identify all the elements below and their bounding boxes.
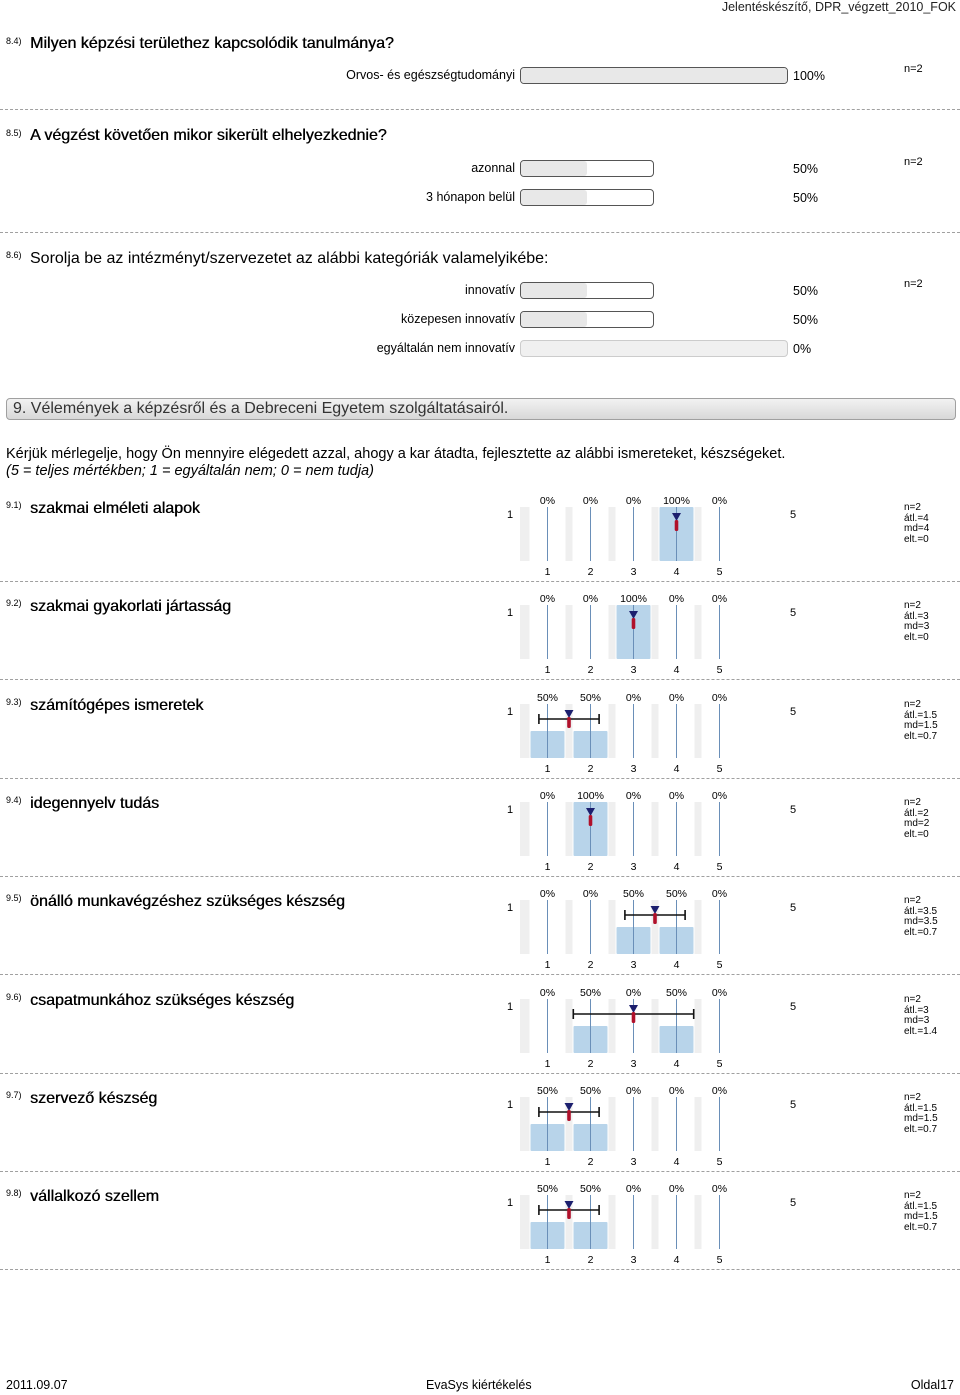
- option-bar-fill: [521, 68, 787, 83]
- median-marker: [653, 913, 657, 924]
- percent-label: 0%: [539, 790, 556, 802]
- percent-label: 50%: [579, 1183, 602, 1195]
- percent-label: 0%: [668, 593, 685, 605]
- option-bar-fill: [521, 312, 587, 327]
- question-text: vállalkozó szellem: [30, 1188, 159, 1205]
- question-text: Milyen képzési területhez kapcsolódik tanulmánya?: [30, 35, 394, 52]
- question-text: csapatmunkához szükséges készség: [30, 992, 295, 1009]
- scale-tick-label: 4: [673, 566, 680, 578]
- scale-tick-label: 2: [587, 1254, 594, 1266]
- scale-tick-label: 4: [673, 664, 680, 676]
- scale-tick-label: 1: [544, 664, 551, 676]
- scale-tick-label: 1: [544, 763, 551, 775]
- median-marker: [632, 1012, 636, 1023]
- separator: [0, 1073, 960, 1074]
- scale-tick-label: 1: [544, 1058, 551, 1070]
- percent-label: 0%: [539, 593, 556, 605]
- separator: [0, 109, 960, 110]
- question-number: 9.7): [6, 1090, 22, 1100]
- rating-chart: [520, 790, 760, 875]
- scale-right-label: 5: [790, 706, 797, 718]
- stats-box: [904, 896, 938, 938]
- stat-line: n=2: [904, 797, 921, 808]
- scale-left-label: 1: [507, 607, 514, 619]
- rating-chart: [520, 495, 760, 580]
- percent-label: 0%: [582, 593, 599, 605]
- scale-tick-label: 5: [716, 763, 723, 775]
- scale-tick-label: 5: [716, 1156, 723, 1168]
- scale-left-label: 1: [507, 902, 514, 914]
- question-text: szervező készség: [30, 1090, 158, 1107]
- median-marker: [632, 618, 636, 629]
- stat-line: md=3.5: [904, 916, 938, 927]
- stat-line: md=2: [904, 818, 930, 829]
- scale-tick-label: 2: [587, 763, 594, 775]
- stat-line: átl.=1.5: [904, 1200, 938, 1212]
- percent-label: 0%: [582, 888, 599, 900]
- percent-label: 50%: [622, 888, 645, 900]
- stat-line: n=2: [904, 895, 921, 906]
- scale-tick-label: 4: [673, 861, 680, 873]
- percent-label: 0%: [711, 495, 728, 507]
- percent-label: 0%: [625, 1183, 642, 1195]
- question-number: 9.4): [6, 795, 22, 805]
- stat-line: md=1.5: [904, 1113, 938, 1124]
- separator: [0, 1269, 960, 1270]
- stat-line: átl.=1.5: [904, 709, 938, 721]
- stats-box: [904, 700, 938, 742]
- stat-line: md=3: [904, 1015, 930, 1026]
- footer-date: 2011.09.07: [6, 1378, 68, 1392]
- question-number: 9.3): [6, 697, 22, 707]
- question-number: 8.5): [6, 128, 22, 138]
- percent-label: 50%: [665, 888, 688, 900]
- option-percent: 100%: [793, 69, 825, 83]
- scale-left-label: 1: [507, 706, 514, 718]
- percent-label: 0%: [668, 692, 685, 704]
- separator: [0, 679, 960, 680]
- question-text: A végzést követően mikor sikerült elhelyezkednie?: [30, 127, 387, 144]
- scale-tick-label: 2: [587, 664, 594, 676]
- percent-label: 0%: [625, 692, 642, 704]
- report-header-title: Jelentéskészítő, DPR_végzett_2010_FOK: [721, 0, 956, 14]
- percent-label: 0%: [711, 1085, 728, 1097]
- scale-left-label: 1: [507, 1099, 514, 1111]
- stat-line: elt.=0: [904, 631, 929, 643]
- stat-line: átl.=3.5: [904, 905, 938, 917]
- option-bar: [520, 340, 788, 357]
- separator: [0, 581, 960, 582]
- median-marker: [567, 1208, 571, 1219]
- stat-line: elt.=0.7: [904, 1123, 938, 1135]
- question-text: számítógépes ismeretek: [30, 697, 204, 714]
- scale-tick-label: 5: [716, 1254, 723, 1266]
- rating-chart: [520, 1085, 760, 1170]
- stat-line: átl.=3: [904, 1004, 929, 1016]
- stat-line: md=3: [904, 621, 930, 632]
- scale-tick-label: 1: [544, 1156, 551, 1168]
- rating-chart: [520, 692, 760, 777]
- rating-chart: [520, 593, 760, 678]
- scale-tick-label: 4: [673, 1156, 680, 1168]
- option-label: 3 hónapon belül: [426, 190, 515, 204]
- percent-label: 50%: [579, 987, 602, 999]
- stat-line: md=4: [904, 523, 930, 534]
- stat-line: átl.=3: [904, 610, 929, 622]
- scale-tick-label: 1: [544, 1254, 551, 1266]
- percent-label: 0%: [539, 987, 556, 999]
- stat-line: elt.=0.7: [904, 1221, 938, 1233]
- intro-scale-note: (5 = teljes mértékben; 1 = egyáltalán nem; 0 = nem tudja): [6, 463, 374, 479]
- n-count: n=2: [904, 63, 923, 75]
- option-bar: [520, 189, 654, 206]
- question-number: 9.8): [6, 1188, 22, 1198]
- scale-left-label: 1: [507, 1001, 514, 1013]
- scale-tick-label: 4: [673, 1058, 680, 1070]
- percent-label: 0%: [625, 495, 642, 507]
- scale-tick-label: 3: [630, 1058, 637, 1070]
- footer-center: EvaSys kiértékelés: [426, 1378, 532, 1392]
- n-count: n=2: [904, 156, 923, 168]
- stats-box: [904, 601, 929, 643]
- percent-label: 100%: [577, 790, 604, 802]
- percent-label: 0%: [539, 495, 556, 507]
- percent-label: 0%: [711, 987, 728, 999]
- rating-chart: [520, 888, 760, 973]
- stats-box: [904, 798, 929, 840]
- stats-box: [904, 1191, 938, 1233]
- percent-label: 0%: [668, 1085, 685, 1097]
- scale-tick-label: 3: [630, 1254, 637, 1266]
- scale-tick-label: 1: [544, 959, 551, 971]
- percent-label: 0%: [711, 790, 728, 802]
- stat-line: n=2: [904, 994, 921, 1005]
- percent-label: 0%: [711, 593, 728, 605]
- percent-label: 50%: [536, 692, 559, 704]
- scale-tick-label: 5: [716, 959, 723, 971]
- scale-tick-label: 3: [630, 763, 637, 775]
- stat-line: elt.=0: [904, 828, 929, 840]
- percent-label: 0%: [668, 790, 685, 802]
- scale-right-label: 5: [790, 509, 797, 521]
- median-marker: [589, 815, 593, 826]
- stat-line: elt.=1.4: [904, 1025, 938, 1037]
- scale-left-label: 1: [507, 804, 514, 816]
- percent-label: 50%: [536, 1085, 559, 1097]
- scale-right-label: 5: [790, 607, 797, 619]
- percent-label: 100%: [663, 495, 690, 507]
- option-label: azonnal: [471, 161, 515, 175]
- scale-tick-label: 3: [630, 566, 637, 578]
- separator: [0, 778, 960, 779]
- scale-right-label: 5: [790, 804, 797, 816]
- question-text: Sorolja be az intézményt/szervezetet az alábbi kategóriák valamelyikébe:: [30, 250, 549, 267]
- option-bar-fill: [521, 190, 587, 205]
- percent-label: 0%: [668, 1183, 685, 1195]
- scale-tick-label: 4: [673, 959, 680, 971]
- scale-tick-label: 1: [544, 566, 551, 578]
- scale-left-label: 1: [507, 509, 514, 521]
- scale-left-label: 1: [507, 1197, 514, 1209]
- separator: [0, 876, 960, 877]
- scale-tick-label: 5: [716, 1058, 723, 1070]
- scale-right-label: 5: [790, 1197, 797, 1209]
- question-number: 9.2): [6, 598, 22, 608]
- stat-line: n=2: [904, 1190, 921, 1201]
- option-label: Orvos- és egészségtudományi: [346, 68, 515, 82]
- option-bar: [520, 67, 788, 84]
- stat-line: elt.=0.7: [904, 926, 938, 938]
- percent-label: 0%: [711, 692, 728, 704]
- scale-tick-label: 2: [587, 959, 594, 971]
- footer-page: Oldal17: [910, 1378, 954, 1392]
- median-marker: [675, 520, 679, 531]
- stat-line: md=1.5: [904, 1211, 938, 1222]
- separator: [0, 974, 960, 975]
- stats-box: [904, 995, 937, 1037]
- question-text: szakmai elméleti alapok: [30, 500, 200, 517]
- question-number: 8.6): [6, 250, 22, 260]
- rating-chart: [520, 1183, 760, 1268]
- percent-label: 0%: [625, 987, 642, 999]
- option-label: közepesen innovatív: [401, 312, 515, 326]
- question-number: 9.5): [6, 893, 22, 903]
- question-number: 9.6): [6, 992, 22, 1002]
- percent-label: 0%: [625, 790, 642, 802]
- question-text: önálló munkavégzéshez szükséges készség: [30, 893, 345, 910]
- scale-tick-label: 3: [630, 959, 637, 971]
- scale-tick-label: 3: [630, 664, 637, 676]
- option-bar-fill: [521, 161, 587, 176]
- scale-tick-label: 3: [630, 861, 637, 873]
- rating-chart: [520, 987, 760, 1072]
- scale-tick-label: 1: [544, 861, 551, 873]
- scale-tick-label: 2: [587, 1156, 594, 1168]
- stats-box: [904, 503, 929, 545]
- question-number: 9.1): [6, 500, 22, 510]
- stat-line: átl.=4: [904, 512, 929, 524]
- option-bar: [520, 282, 654, 299]
- percent-label: 50%: [665, 987, 688, 999]
- percent-label: 0%: [711, 1183, 728, 1195]
- stat-line: n=2: [904, 699, 921, 710]
- scale-tick-label: 4: [673, 763, 680, 775]
- percent-label: 50%: [579, 1085, 602, 1097]
- median-marker: [567, 1110, 571, 1121]
- question-text: szakmai gyakorlati jártasság: [30, 598, 231, 615]
- scale-tick-label: 5: [716, 861, 723, 873]
- stat-line: elt.=0: [904, 533, 929, 545]
- option-percent: 50%: [793, 284, 819, 298]
- median-marker: [567, 717, 571, 728]
- option-percent: 0%: [793, 342, 812, 356]
- percent-label: 0%: [539, 888, 556, 900]
- scale-tick-label: 3: [630, 1156, 637, 1168]
- percent-label: 50%: [579, 692, 602, 704]
- percent-label: 50%: [536, 1183, 559, 1195]
- option-percent: 50%: [793, 191, 819, 205]
- section-heading: 9. Vélemények a képzésről és a Debreceni Egyetem szolgáltatásairól.: [6, 398, 956, 420]
- percent-label: 0%: [582, 495, 599, 507]
- percent-label: 100%: [620, 593, 647, 605]
- option-percent: 50%: [793, 313, 819, 327]
- stat-line: elt.=0.7: [904, 730, 938, 742]
- question-text: idegennyelv tudás: [30, 795, 159, 812]
- percent-label: 0%: [711, 888, 728, 900]
- intro-question: Kérjük mérlegelje, hogy Ön mennyire elégedett azzal, ahogy a kar átadta, fejlesztette az alábbi ismereteket, készségeket.: [6, 446, 786, 462]
- option-bar-fill: [521, 283, 587, 298]
- stat-line: n=2: [904, 600, 921, 611]
- option-bar: [520, 311, 654, 328]
- scale-right-label: 5: [790, 1099, 797, 1111]
- stat-line: n=2: [904, 502, 921, 513]
- option-bar: [520, 160, 654, 177]
- question-number: 8.4): [6, 36, 22, 46]
- scale-tick-label: 2: [587, 861, 594, 873]
- separator: [0, 1171, 960, 1172]
- scale-tick-label: 2: [587, 566, 594, 578]
- scale-right-label: 5: [790, 1001, 797, 1013]
- stats-box: [904, 1093, 938, 1135]
- percent-label: 0%: [625, 1085, 642, 1097]
- option-label: egyáltalán nem innovatív: [376, 341, 515, 355]
- stat-line: n=2: [904, 1092, 921, 1103]
- stat-line: átl.=2: [904, 807, 929, 819]
- scale-tick-label: 2: [587, 1058, 594, 1070]
- stat-line: md=1.5: [904, 720, 938, 731]
- scale-tick-label: 4: [673, 1254, 680, 1266]
- option-label: innovatív: [464, 283, 515, 297]
- n-count: n=2: [904, 278, 923, 290]
- stat-line: átl.=1.5: [904, 1102, 938, 1114]
- scale-tick-label: 5: [716, 566, 723, 578]
- separator: [0, 232, 960, 233]
- scale-right-label: 5: [790, 902, 797, 914]
- option-percent: 50%: [793, 162, 819, 176]
- scale-tick-label: 5: [716, 664, 723, 676]
- section-intro: [6, 446, 946, 480]
